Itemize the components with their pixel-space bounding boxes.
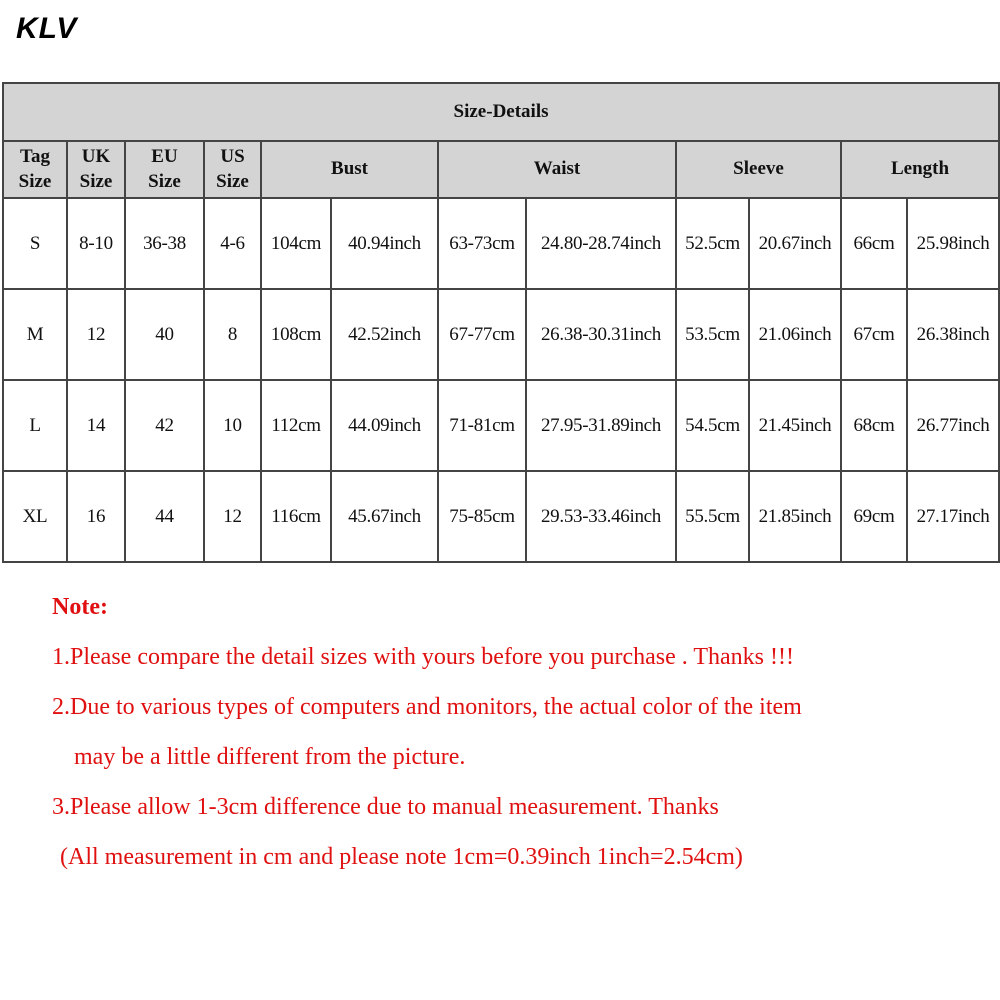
table-row <box>4 381 1000 472</box>
note-line-1: 1.Please compare the detail sizes with yours before you purchase . Thanks !!! <box>52 644 794 670</box>
table-cell: 66cm <box>842 199 908 290</box>
table-cell: M <box>4 290 68 381</box>
note-line-4: (All measurement in cm and please note 1cm=0.39inch 1inch=2.54cm) <box>60 844 743 870</box>
table-cell: L <box>4 381 68 472</box>
table-row <box>4 199 1000 290</box>
table-cell: 42.52inch <box>332 290 439 381</box>
table-cell: 26.38-30.31inch <box>527 290 677 381</box>
table-cell: 26.77inch <box>908 381 1000 472</box>
table-cell: 54.5cm <box>677 381 750 472</box>
table-cell: 26.38inch <box>908 290 1000 381</box>
table-cell: 40 <box>126 290 205 381</box>
table-cell: 14 <box>68 381 126 472</box>
header-us-size: US Size <box>205 142 262 199</box>
note-line-2: 2.Due to various types of computers and monitors, the actual color of the item <box>52 694 802 720</box>
table-cell: 67cm <box>842 290 908 381</box>
table-cell: 4-6 <box>205 199 262 290</box>
notes-section <box>52 582 982 882</box>
table-cell: 40.94inch <box>332 199 439 290</box>
table-cell: 12 <box>68 290 126 381</box>
table-cell: 12 <box>205 472 262 563</box>
table-cell: 45.67inch <box>332 472 439 563</box>
table-cell: 29.53-33.46inch <box>527 472 677 563</box>
table-cell: 27.95-31.89inch <box>527 381 677 472</box>
table-cell: 8-10 <box>68 199 126 290</box>
table-cell: 10 <box>205 381 262 472</box>
note-line-3: 3.Please allow 1-3cm difference due to manual measurement. Thanks <box>52 794 719 820</box>
table-cell: 53.5cm <box>677 290 750 381</box>
header-bust: Bust <box>262 142 439 199</box>
table-cell: 44 <box>126 472 205 563</box>
table-cell: 108cm <box>262 290 332 381</box>
table-cell: 20.67inch <box>750 199 842 290</box>
table-row <box>4 290 1000 381</box>
table-cell: 21.85inch <box>750 472 842 563</box>
table-cell: 21.45inch <box>750 381 842 472</box>
size-details-table <box>2 82 1000 563</box>
header-length: Length <box>842 142 1000 199</box>
table-cell: 63-73cm <box>439 199 527 290</box>
table-cell: 16 <box>68 472 126 563</box>
table-cell: 104cm <box>262 199 332 290</box>
header-eu-size: EU Size <box>126 142 205 199</box>
table-cell: 24.80-28.74inch <box>527 199 677 290</box>
table-cell: S <box>4 199 68 290</box>
table-cell: 21.06inch <box>750 290 842 381</box>
header-waist: Waist <box>439 142 677 199</box>
table-row <box>4 472 1000 563</box>
table-cell: 116cm <box>262 472 332 563</box>
notes-title: Note: <box>52 594 108 620</box>
table-cell: 44.09inch <box>332 381 439 472</box>
table-cell: 42 <box>126 381 205 472</box>
table-cell: 68cm <box>842 381 908 472</box>
table-cell: XL <box>4 472 68 563</box>
header-sleeve: Sleeve <box>677 142 842 199</box>
brand-logo: KLV <box>16 12 78 45</box>
header-uk-size: UK Size <box>68 142 126 199</box>
table-cell: 52.5cm <box>677 199 750 290</box>
table-cell: 69cm <box>842 472 908 563</box>
table-cell: 8 <box>205 290 262 381</box>
table-cell: 27.17inch <box>908 472 1000 563</box>
table-cell: 36-38 <box>126 199 205 290</box>
note-line-2-continued: may be a little different from the picture. <box>74 744 466 770</box>
table-cell: 112cm <box>262 381 332 472</box>
table-cell: 71-81cm <box>439 381 527 472</box>
header-tag-size: Tag Size <box>4 142 68 199</box>
table-cell: 75-85cm <box>439 472 527 563</box>
table-cell: 67-77cm <box>439 290 527 381</box>
table-title: Size-Details <box>4 84 1000 142</box>
table-cell: 55.5cm <box>677 472 750 563</box>
table-cell: 25.98inch <box>908 199 1000 290</box>
